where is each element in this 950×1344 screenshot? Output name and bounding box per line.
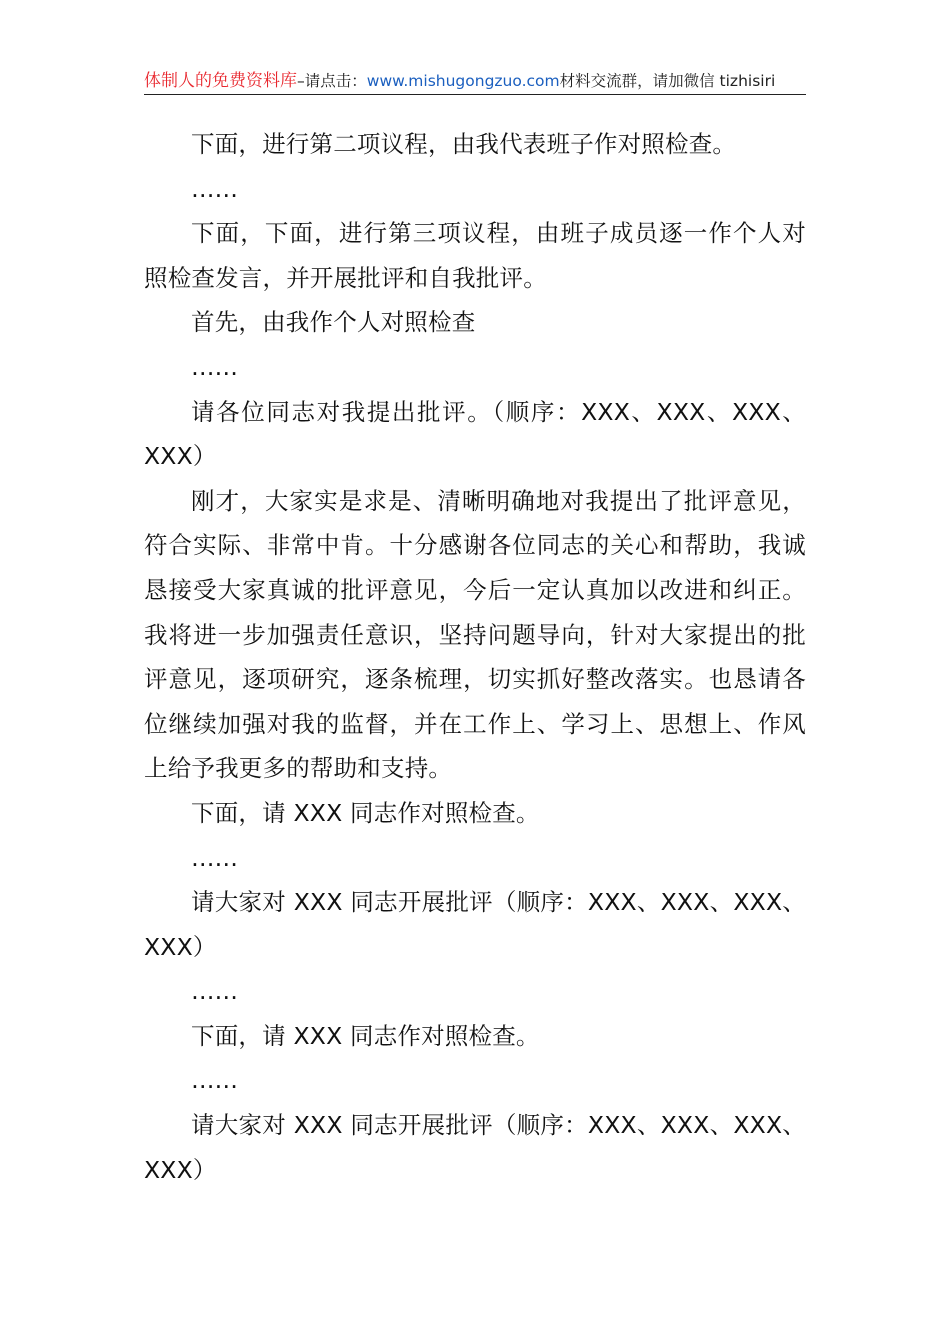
paragraph: 下面，进行第二项议程，由我代表班子作对照检查。 (191, 130, 737, 158)
paragraph: 请大家对 XXX 同志开展批评（顺序：XXX、XXX、XXX、XXX） (144, 1111, 806, 1184)
paragraph: 下面，下面，进行第三项议程，由班子成员逐一作个人对照检查发言，并开展批评和自我批评。 (144, 219, 806, 292)
paragraph: 请各位同志对我提出批评。（顺序：XXX、XXX、XXX、XXX） (144, 397, 806, 471)
paragraph: 下面，请 XXX 同志作对照检查。 (191, 1021, 540, 1050)
paragraph: 刚才，大家实是求是、清晰明确地对我提出了批评意见，符合实际、非常中肯。十分感谢各位同志的关心和帮助，我诚恳接受大家真诚的批评意见，今后一定认真加以改进和纠正。我将进一步加强责任意识，坚持问题导向，针对大家提出的批评意见，逐项研究，逐条梳理，切实抓好整改落实。也恳请各位继续加强对我的监督，并在工作上、学习上、思想上、作风上给予我更多的帮助和支持。 (144, 486, 806, 783)
paragraph-ellipsis: …… (191, 174, 238, 203)
document-body (144, 122, 806, 1192)
paragraph: 下面，请 XXX 同志作对照检查。 (191, 798, 540, 827)
paragraph: 首先，由我作个人对照检查 (191, 308, 476, 337)
header-contact: 材料交流群，请加微信 tizhisiri (559, 72, 776, 90)
paragraph-ellipsis: …… (191, 1066, 238, 1095)
page-header (144, 68, 806, 95)
paragraph: 请大家对 XXX 同志开展批评（顺序：XXX、XXX、XXX、XXX） (144, 888, 806, 961)
header-prompt: –请点击： (297, 72, 367, 90)
header-url-link[interactable]: www.mishugongzuo.com (366, 72, 560, 90)
paragraph-ellipsis: …… (191, 977, 238, 1006)
paragraph-ellipsis: …… (191, 843, 238, 872)
header-brand: 体制人的免费资料库 (144, 71, 297, 91)
paragraph-ellipsis: …… (191, 352, 238, 381)
